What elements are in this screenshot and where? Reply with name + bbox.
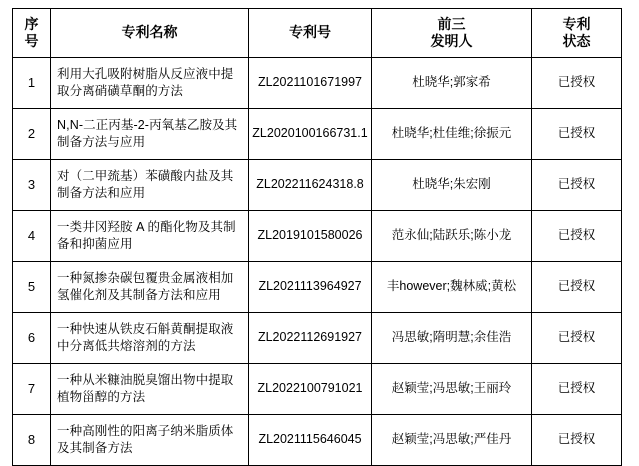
cell-no: 5 <box>13 262 51 313</box>
table-header-row <box>13 9 622 58</box>
column-header-inventors <box>372 9 532 58</box>
cell-no: 4 <box>13 211 51 262</box>
cell-inventors: 范永仙;陆跃乐;陈小龙 <box>372 211 532 262</box>
column-header-inventors-line1: 前三 <box>437 15 466 32</box>
column-header-inventors-line2: 发明人 <box>430 33 473 49</box>
cell-name: 利用大孔吸附树脂从反应液中提取分离硝磺草酮的方法 <box>51 58 249 109</box>
document-page <box>0 8 639 455</box>
column-header-status-line1: 专利 <box>562 15 591 32</box>
cell-name: N,N-二正丙基-2-丙氧基乙胺及其制备方法与应用 <box>51 109 249 160</box>
table-header <box>13 9 622 58</box>
cell-status: 已授权 <box>532 313 622 364</box>
cell-no: 1 <box>13 58 51 109</box>
cell-no: 2 <box>13 109 51 160</box>
cell-name: 一种从米糠油脱臭馏出物中提取植物甾醇的方法 <box>51 364 249 415</box>
cell-no: 3 <box>13 160 51 211</box>
cell-status: 已授权 <box>532 58 622 109</box>
cell-name: 一种高刚性的阳离子纳米脂质体及其制备方法 <box>51 415 249 466</box>
cell-number: ZL2022112691927 <box>249 313 372 364</box>
cell-number: ZL2022100791021 <box>249 364 372 415</box>
cell-status: 已授权 <box>532 262 622 313</box>
cell-name: 对（二甲巯基）苯磺酸内盐及其制备方法和应用 <box>51 160 249 211</box>
cell-inventors: 杜晓华;朱宏刚 <box>372 160 532 211</box>
column-header-no-line1: 序 <box>24 15 39 32</box>
table-row <box>13 415 622 466</box>
column-header-status-line2: 状态 <box>562 33 591 49</box>
cell-inventors: 赵颖莹;冯思敏;王丽玲 <box>372 364 532 415</box>
cell-no: 8 <box>13 415 51 466</box>
cell-number: ZL2021115646045 <box>249 415 372 466</box>
cell-status: 已授权 <box>532 109 622 160</box>
cell-name: 一类井冈羟胺 A 的酯化物及其制备和抑菌应用 <box>51 211 249 262</box>
table-row <box>13 109 622 160</box>
cell-name: 一种快速从铁皮石斛黄酮提取液中分离低共熔溶剂的方法 <box>51 313 249 364</box>
cell-inventors: 冯思敏;隋明慧;余佳浩 <box>372 313 532 364</box>
column-header-number: 专利号 <box>249 9 372 58</box>
cell-status: 已授权 <box>532 160 622 211</box>
cell-status: 已授权 <box>532 211 622 262</box>
column-header-name: 专利名称 <box>51 9 249 58</box>
cell-number: ZL2021113964927 <box>249 262 372 313</box>
cell-status: 已授权 <box>532 415 622 466</box>
cell-number: ZL2020100166731.1 <box>249 109 372 160</box>
table-row <box>13 364 622 415</box>
table-body <box>13 58 622 466</box>
cell-no: 6 <box>13 313 51 364</box>
cell-inventors: 杜晓华;杜佳维;徐振元 <box>372 109 532 160</box>
table-row <box>13 262 622 313</box>
table-row <box>13 313 622 364</box>
cell-status: 已授权 <box>532 364 622 415</box>
cell-inventors: 杜晓华;郭家希 <box>372 58 532 109</box>
column-header-no-line2: 号 <box>24 33 39 49</box>
cell-inventors: 赵颖莹;冯思敏;严佳丹 <box>372 415 532 466</box>
column-header-status <box>532 9 622 58</box>
cell-inventors: 丰however;魏林威;黄松 <box>372 262 532 313</box>
cell-no: 7 <box>13 364 51 415</box>
cell-name: 一种氮掺杂碳包覆贵金属液相加氢催化剂及其制备方法和应用 <box>51 262 249 313</box>
cell-number: ZL202211624318.8 <box>249 160 372 211</box>
cell-number: ZL2021101671997 <box>249 58 372 109</box>
cell-number: ZL2019101580026 <box>249 211 372 262</box>
patent-table <box>12 8 622 466</box>
table-row <box>13 211 622 262</box>
column-header-no <box>13 9 51 58</box>
table-row <box>13 58 622 109</box>
table-row <box>13 160 622 211</box>
